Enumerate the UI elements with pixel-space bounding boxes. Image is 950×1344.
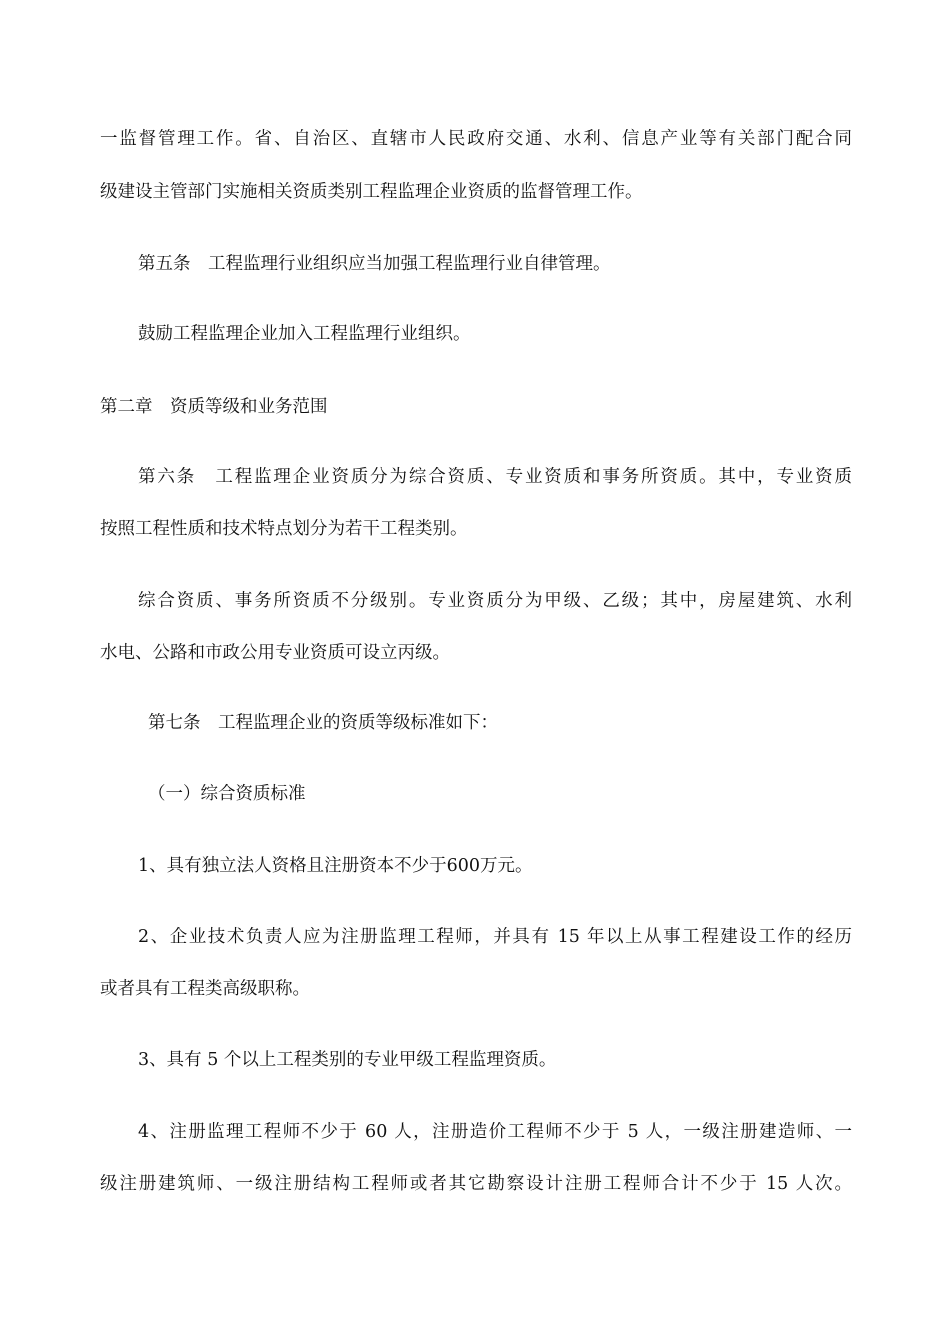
article-5-heading: 第五条 工程监理行业组织应当加强工程监理行业自律管理。 [138,254,611,274]
paragraph-line: 水电、公路和市政公用专业资质可设立丙级。 [100,643,450,663]
paragraph-line: 级建设主管部门实施相关资质类别工程监理企业资质的监督管理工作。 [100,182,643,202]
list-item: 3、具有 5 个以上工程类别的专业甲级工程监理资质。 [138,1050,557,1070]
list-item: 4、注册监理工程师不少于 60 人，注册造价工程师不少于 5 人，一级注册建造师、一 [138,1122,852,1142]
list-item: 2、企业技术负责人应为注册监理工程师，并具有 15 年以上从事工程建设工作的经历 [138,927,852,947]
paragraph-line: 级注册建筑师、一级注册结构工程师或者其它勘察设计注册工程师合计不少于 15 人次。 [100,1174,852,1194]
article-6-heading: 第六条 工程监理企业资质分为综合资质、专业资质和事务所资质。其中，专业资质 [138,467,852,487]
paragraph-line: 或者具有工程类高级职称。 [100,979,310,999]
article-7-heading: 第七条 工程监理企业的资质等级标准如下： [148,713,498,733]
paragraph-line: 鼓励工程监理企业加入工程监理行业组织。 [138,324,471,344]
paragraph-line: 一监督管理工作。省、自治区、直辖市人民政府交通、水利、信息产业等有关部门配合同 [100,129,852,149]
section-heading: （一）综合资质标准 [148,784,306,804]
paragraph-line: 按照工程性质和技术特点划分为若干工程类别。 [100,519,468,539]
paragraph-line: 综合资质、事务所资质不分级别。专业资质分为甲级、乙级；其中，房屋建筑、水利 [138,591,852,611]
list-item: 1、具有独立法人资格且注册资本不少于600万元。 [138,856,533,876]
chapter-2-heading: 第二章 资质等级和业务范围 [100,397,328,417]
